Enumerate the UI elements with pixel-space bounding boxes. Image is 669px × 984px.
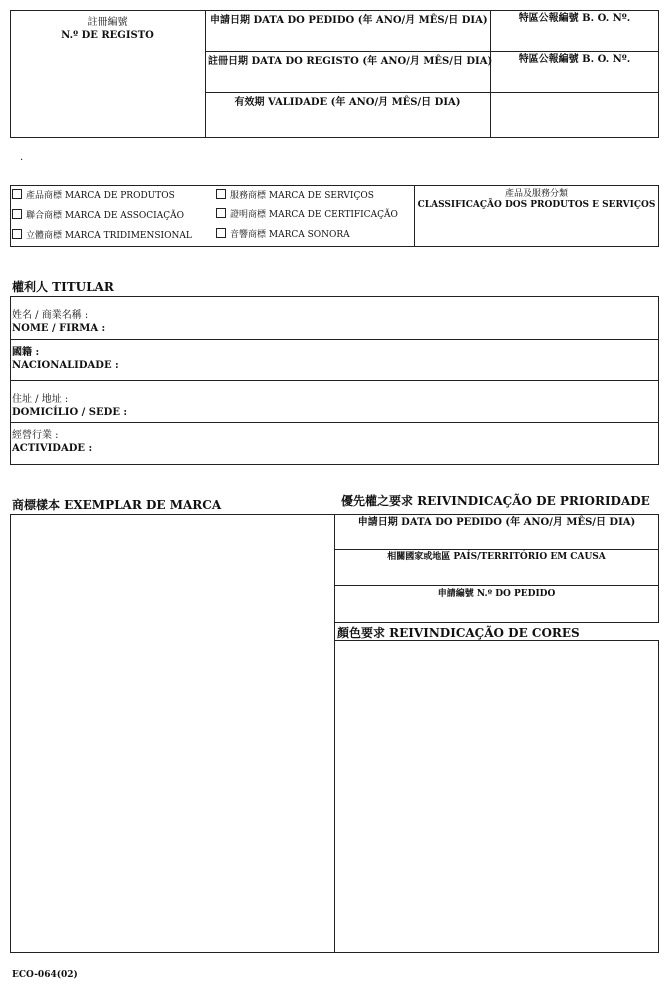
colors-heading: 顏色要求 REIVINDICAÇÃO DE CORES bbox=[337, 626, 580, 640]
bulletin-number-label-2: 特區公報編號 B. O. Nº. bbox=[518, 54, 631, 65]
mark-type-products[interactable] bbox=[12, 189, 175, 202]
header-row-line-1 bbox=[205, 51, 659, 52]
mark-type-certification[interactable] bbox=[216, 208, 398, 221]
titular-name-label-pt: NOME / FIRMA : bbox=[12, 323, 106, 334]
titular-domicile-field[interactable] bbox=[12, 393, 127, 419]
form-code: ECO-064(02) bbox=[12, 970, 78, 980]
titular-nationality-label-pt: NACIONALIDADE : bbox=[12, 360, 119, 371]
registration-number-label-pt: N.º DE REGISTO bbox=[61, 30, 154, 41]
mark-type-services[interactable] bbox=[216, 189, 374, 202]
header-divider-1 bbox=[205, 10, 206, 138]
classification-label-pt: CLASSIFICAÇÃO DOS PRODUTOS E SERVIÇOS bbox=[417, 200, 656, 210]
specimen-heading: 商標樣本 EXEMPLAR DE MARCA bbox=[12, 498, 222, 512]
header-divider-2 bbox=[490, 10, 491, 138]
colors-box[interactable] bbox=[334, 640, 659, 953]
titular-nationality-label-zh: 國籍 : bbox=[12, 347, 40, 358]
titular-domicile-label-zh: 住址 / 地址 : bbox=[12, 394, 69, 405]
priority-heading: 優先權之要求 REIVINDICAÇÃO DE PRIORIDADE bbox=[341, 494, 650, 508]
priority-line-1 bbox=[334, 549, 659, 550]
mark-type-certification-label: 證明商標 MARCA DE CERTIFICAÇÃO bbox=[230, 210, 398, 220]
mark-type-tridimensional-label: 立體商標 MARCA TRIDIMENSIONAL bbox=[26, 231, 192, 241]
mark-type-association-label: 聯合商標 MARCA DE ASSOCIAÇÃO bbox=[26, 211, 185, 221]
titular-activity-field[interactable] bbox=[12, 429, 92, 455]
classification-label-zh: 產品及服務分類 bbox=[504, 189, 568, 199]
mark-type-sound-label: 音響商標 MARCA SONORA bbox=[230, 230, 350, 240]
titular-line-3 bbox=[10, 422, 659, 423]
application-date-label: 申請日期 DATA DO PEDIDO (年 ANO/月 MÊS/日 DIA) bbox=[210, 15, 488, 26]
titular-domicile-label-pt: DOMICÍLIO / SEDE : bbox=[12, 407, 128, 418]
titular-heading: 權利人 TITULAR bbox=[12, 280, 114, 294]
mark-type-services-label: 服務商標 MARCA DE SERVIÇOS bbox=[230, 191, 374, 201]
priority-application-date-label: 申請日期 DATA DO PEDIDO (年 ANO/月 MÊS/日 DIA) bbox=[357, 517, 636, 528]
registration-date-label: 註冊日期 DATA DO REGISTO (年 ANO/月 MÊS/日 DIA) bbox=[208, 56, 493, 67]
bulletin-number-label-1: 特區公報編號 B. O. Nº. bbox=[518, 13, 631, 24]
checkbox-certification[interactable] bbox=[216, 208, 226, 218]
titular-name-field[interactable] bbox=[12, 309, 105, 335]
checkbox-products[interactable] bbox=[12, 189, 22, 199]
header-row-line-2 bbox=[205, 92, 659, 93]
titular-name-label-zh: 姓名 / 商業名稱 : bbox=[12, 310, 89, 321]
priority-application-number-label: 申請編號 N.º DO PEDIDO bbox=[437, 589, 556, 599]
mark-type-association[interactable] bbox=[12, 209, 184, 222]
specimen-box[interactable] bbox=[10, 514, 335, 953]
mark-type-products-label: 產品商標 MARCA DE PRODUTOS bbox=[26, 191, 175, 201]
priority-line-2 bbox=[334, 585, 659, 586]
registration-number-label-zh: 註冊編號 bbox=[87, 17, 128, 28]
checkbox-services[interactable] bbox=[216, 189, 226, 199]
titular-nationality-field[interactable] bbox=[12, 346, 119, 372]
titular-line-2 bbox=[10, 380, 659, 381]
titular-line-1 bbox=[10, 339, 659, 340]
checkbox-association[interactable] bbox=[12, 209, 22, 219]
titular-activity-label-pt: ACTIVIDADE : bbox=[12, 443, 93, 454]
titular-activity-label-zh: 經營行業 : bbox=[12, 430, 59, 441]
checkbox-sound[interactable] bbox=[216, 228, 226, 238]
mark-type-tridimensional[interactable] bbox=[12, 229, 192, 242]
stray-dot: . bbox=[20, 152, 24, 163]
priority-country-label: 相關國家或地區 PAÍS/TERRITÓRIO EM CAUSA bbox=[387, 552, 606, 562]
mark-type-sound[interactable] bbox=[216, 228, 350, 241]
validity-label: 有效期 VALIDADE (年 ANO/月 MÊS/日 DIA) bbox=[234, 97, 461, 108]
checkbox-tridimensional[interactable] bbox=[12, 229, 22, 239]
priority-box bbox=[334, 514, 659, 623]
